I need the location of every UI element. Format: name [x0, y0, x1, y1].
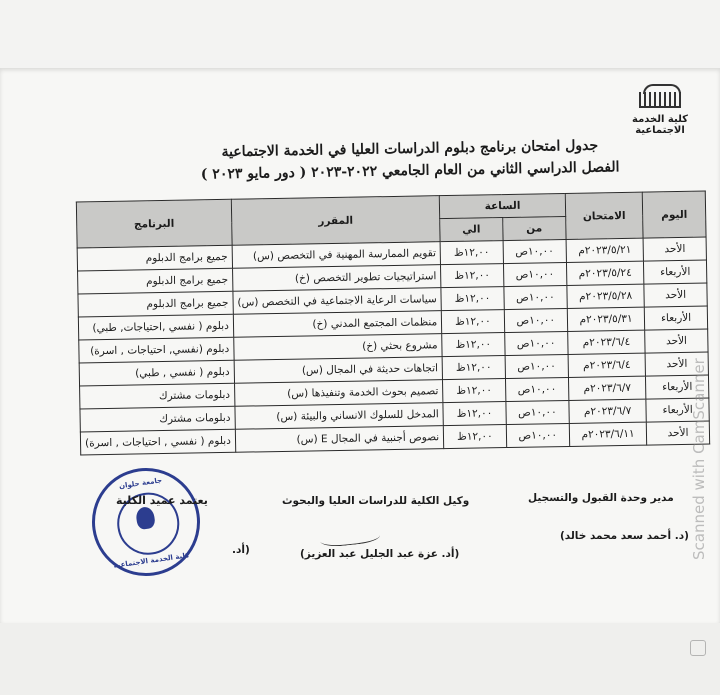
- cell-course: استراتيجيات تطوير التخصص (خ): [232, 265, 441, 292]
- registrar-name: (د. أحمد سعد محمد خالد): [560, 530, 689, 542]
- cell-from: ١٠,٠٠ص: [504, 331, 568, 355]
- college-logo: [615, 84, 705, 136]
- cell-day: الأحد: [644, 283, 707, 307]
- cell-from: ١٠,٠٠ص: [504, 308, 568, 332]
- cell-from: ١٠,٠٠ص: [503, 262, 567, 286]
- cell-program: دبلوم (نفسي, احتياجات , اسرة): [79, 337, 234, 363]
- header-to: الي: [440, 218, 503, 242]
- cell-day: الأربعاء: [645, 306, 708, 330]
- dean-title: يعتمد عميد الكلية: [116, 494, 208, 507]
- dean-name: (أد.: [232, 544, 250, 556]
- cell-program: دبلوم ( نفسي , احتياجات , اسرة): [80, 429, 235, 455]
- header-day: اليوم: [643, 191, 707, 238]
- cell-course: المدخل للسلوك الانساني والبيئة (س): [235, 403, 444, 430]
- registrar-title: مدير وحدة القبول والتسجيل: [528, 492, 674, 504]
- cell-from: ١٠,٠٠ص: [504, 285, 568, 309]
- cell-day: الأربعاء: [646, 375, 709, 399]
- header-date: الامتحان: [565, 192, 643, 239]
- cell-program: جميع برامج الدبلوم: [78, 268, 233, 294]
- cell-from: ١٠,٠٠ص: [506, 400, 570, 424]
- cell-date: ٢٠٢٣/٥/٢١م: [566, 238, 644, 262]
- cell-program: جميع برامج الدبلوم: [77, 245, 232, 271]
- title-line-1: جدول امتحان برنامج دبلوم الدراسات العليا في الخدمة الاجتماعية: [221, 137, 599, 161]
- cell-program: جميع برامج الدبلوم: [78, 291, 233, 317]
- cell-to: ١٢,٠٠ظ: [441, 287, 504, 311]
- cell-program: دبلوم ( نفسي , طبي): [79, 360, 234, 386]
- cell-date: ٢٠٢٣/٥/٢٤م: [566, 261, 644, 285]
- cell-course: نصوص أجنبية في المجال E (س): [235, 426, 444, 453]
- vice-dean-title: وكيل الكلية للدراسات العليا والبحوث: [282, 495, 470, 507]
- cell-date: ٢٠٢٣/٦/٧م: [569, 399, 647, 423]
- cell-to: ١٢,٠٠ظ: [443, 402, 506, 426]
- camscanner-icon: [690, 640, 706, 656]
- cell-to: ١٢,٠٠ظ: [441, 310, 504, 334]
- cell-date: ٢٠٢٣/٦/١١م: [569, 422, 647, 446]
- cell-program: دبلومات مشترك: [80, 406, 235, 432]
- cell-from: ١٠,٠٠ص: [503, 239, 567, 263]
- photo-background-bottom: [0, 623, 720, 695]
- cell-course: اتجاهات حديثة في المجال (س): [234, 357, 443, 384]
- cell-day: الأحد: [643, 237, 706, 261]
- cell-from: ١٠,٠٠ص: [506, 423, 570, 447]
- cell-program: دبلوم ( نفسي ,احتياجات, طبي): [78, 314, 233, 340]
- cell-program: دبلومات مشترك: [80, 383, 235, 409]
- cell-day: الأربعاء: [646, 398, 709, 422]
- stamp-top-text: جامعة حلوان: [118, 476, 163, 491]
- cell-date: ٢٠٢٣/٦/٤م: [568, 330, 646, 354]
- document-title: [180, 134, 641, 186]
- cell-to: ١٢,٠٠ظ: [441, 264, 504, 288]
- stamp-bottom-text: كلية الخدمة الاجتماعية: [113, 551, 190, 570]
- cell-course: سياسات الرعاية الاجتماعية في التخصص (س): [233, 288, 442, 315]
- cell-to: ١٢,٠٠ظ: [443, 379, 506, 403]
- cell-day: الأحد: [645, 329, 708, 353]
- header-program: البرنامج: [76, 199, 232, 248]
- college-logo-icon: [637, 84, 683, 110]
- cell-to: ١٢,٠٠ظ: [443, 425, 506, 449]
- cell-date: ٢٠٢٣/٦/٤م: [568, 353, 646, 377]
- photo-background-top: [0, 0, 720, 68]
- cell-day: الأحد: [647, 421, 710, 445]
- cell-from: ١٠,٠٠ص: [505, 354, 569, 378]
- cell-day: الأحد: [645, 352, 708, 376]
- cell-course: مشروع بحثي (خ): [234, 334, 443, 361]
- header-from: من: [502, 216, 566, 240]
- header-course: المقرر: [231, 196, 440, 246]
- cell-day: الأربعاء: [644, 260, 707, 284]
- exam-schedule-table: [76, 191, 710, 456]
- cell-course: تصميم بحوث الخدمة وتنفيذها (س): [234, 380, 443, 407]
- cell-from: ١٠,٠٠ص: [505, 377, 569, 401]
- title-line-2: الفصل الدراسي الثاني من العام الجامعي ٢٠٢٢-٢٠٢٣ ( دور مايو ٢٠٢٣ ): [200, 159, 620, 183]
- cell-date: ٢٠٢٣/٥/٢٨م: [567, 284, 645, 308]
- cell-date: ٢٠٢٣/٦/٧م: [568, 376, 646, 400]
- college-logo-text: كلية الخدمة الاجتماعية: [632, 114, 688, 136]
- scanner-watermark: Scanned with CamScanner: [690, 358, 708, 560]
- cell-to: ١٢,٠٠ظ: [440, 241, 503, 265]
- cell-to: ١٢,٠٠ظ: [442, 333, 505, 357]
- cell-to: ١٢,٠٠ظ: [442, 356, 505, 380]
- header-time: الساعة: [439, 193, 565, 218]
- cell-date: ٢٠٢٣/٥/٣١م: [567, 307, 645, 331]
- cell-course: منظمات المجتمع المدني (خ): [233, 311, 442, 338]
- cell-course: تقويم الممارسة المهنية في التخصص (س): [232, 242, 441, 269]
- vice-dean-name: (أد. عزة عبد الجليل عبد العزيز): [300, 548, 460, 560]
